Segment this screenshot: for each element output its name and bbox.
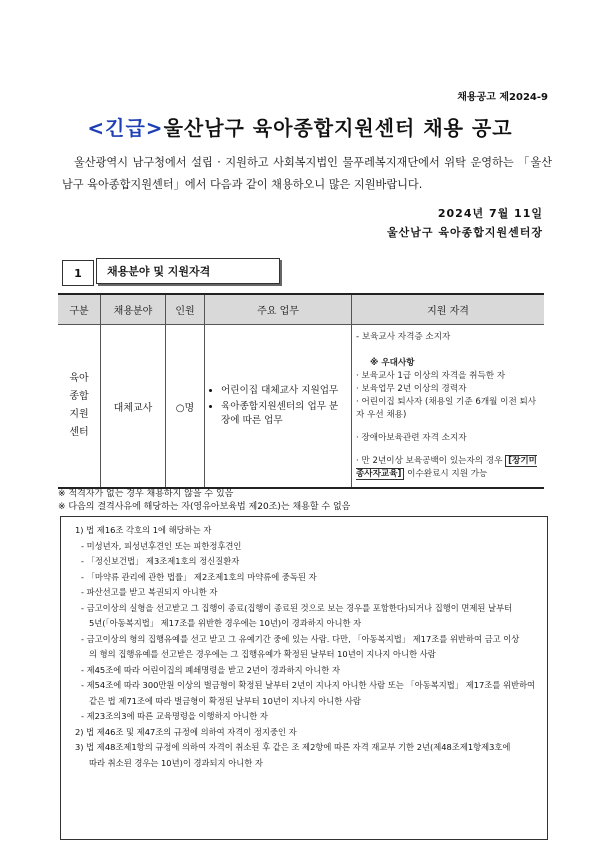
- disq-sub: 의 형의 집행유예를 선고받은 경우에는 그 집행유예가 확정된 날부터 10년이 지나지 아니한 사람: [89, 649, 436, 659]
- intro-text: 울산광역시 남구청에서 설립 · 지원하고 사회복지법인 물푸레복지재단에서 위탁 운영하는 「울산남구 육아종합지원센터」에서 다음과 같이 채용하오니 많은 지원바랍니다.: [62, 156, 552, 191]
- notice-date: 2024년 7월 11일: [437, 207, 543, 220]
- disq-sub: - 제45조에 따라 어린이집의 폐쇄명령을 받고 2년이 경과하지 아니한 자: [81, 664, 340, 675]
- section-number: 1: [62, 260, 94, 286]
- qual-disability: · 장애아보육관련 자격 소지자: [356, 433, 467, 443]
- preference-item: · 보육업무 2년 이상의 경력자: [356, 384, 467, 394]
- header-count: 인원: [166, 294, 205, 325]
- notes: [58, 488, 350, 514]
- disq-sub: - 미성년자, 피성년후견인 또는 피한정후견인: [81, 540, 242, 551]
- disq-sub: - 「정신보건법」 제3조제1호의 정신질환자: [81, 556, 240, 566]
- recruitment-table: [58, 293, 544, 489]
- disq-item-3-cont: 따라 취소된 경우는 10년)이 경과되지 아니한 자: [89, 757, 263, 768]
- duty-item: • 어린이집 대체교사 지원업무: [221, 384, 347, 398]
- qual-leave: [356, 455, 540, 481]
- cell-count: ○명: [166, 325, 205, 489]
- cell-duties: [205, 325, 352, 489]
- disq-item-2: 2) 법 제46조 및 제47조의 규정에 의하여 자격이 정지중인 자: [75, 726, 297, 737]
- disq-item-3: 3) 법 제48조제1항의 규정에 의하여 자격이 취소된 후 같은 조 제2항에 따른 자격 재교부 기한 2년(제48조제1항제3호에: [75, 742, 511, 752]
- intro-paragraph: [62, 152, 552, 196]
- note-item: ※ 다음의 결격사유에 해당하는 자(영유아보육법 제20조)는 채용할 수 없음: [58, 502, 351, 512]
- header-field: 채용분야: [101, 294, 166, 325]
- cell-field: 대체교사: [101, 325, 166, 489]
- qual-leave-prefix: · 만 2년이상 보육공백이 있는자의 경우: [356, 456, 503, 466]
- disq-sub: - 제23조의3에 따른 교육명령을 이행하지 아니한 자: [81, 711, 268, 721]
- disq-sub: - 「마약류 관리에 관한 법률」 제2조제1호의 마약류에 중독된 자: [81, 571, 317, 582]
- division-text: 육아 종합 지원 센터: [69, 373, 89, 438]
- qual-leave-boxed: [장기미종사자교육]: [356, 456, 537, 479]
- preference-item: · 어린이집 퇴사자 (채용일 기준 6개월 이전 퇴사자 우선 채용): [356, 397, 537, 420]
- qual-main: - 보육교사 자격증 소지자: [356, 332, 451, 342]
- preference-item: · 보육교사 1급 이상의 자격을 취득한 자: [356, 371, 506, 381]
- section-title: 채용분야 및 지원자격: [96, 258, 280, 284]
- header-division: 구분: [58, 294, 101, 325]
- page-title: [0, 112, 600, 141]
- header-qualifications: 지원 자격: [352, 294, 545, 325]
- disq-item-1: 1) 법 제16조 각호의 1에 해당하는 자: [75, 525, 212, 535]
- disqualification-box: [60, 516, 548, 840]
- header-duties: 주요 업무: [205, 294, 352, 325]
- disq-sub: - 금고이상의 형의 집행유예를 선고 받고 그 유예기간 중에 있는 사람. 다만, 「아동복지법」 제17조를 위반하여 금고 이상: [81, 633, 520, 644]
- cell-division: [58, 325, 101, 489]
- title-main: 울산남구 육아종합지원센터 채용 공고: [163, 116, 513, 140]
- note-item: ※ 적격자가 없는 경우 채용하지 않을 수 있음: [58, 489, 234, 499]
- issuing-organization: 울산남구 육아종합지원센터장: [387, 226, 543, 239]
- disq-sub: - 제54조에 따라 300만원 이상의 벌금형이 확정된 날부터 2년이 지나지 아니한 사람 또는 「아동복지법」 제17조를 위반하여: [81, 680, 536, 690]
- urgent-tag: <긴급>: [87, 116, 164, 140]
- disq-sub: - 파산선고를 받고 복권되지 아니한 자: [81, 587, 218, 597]
- duty-item: • 육아종합지원센터의 업무 분장에 따른 업무: [221, 400, 347, 428]
- disq-sub: - 금고이상의 실형을 선고받고 그 집행이 종료(집행이 종료된 것으로 보는 경우를 포함한다)되거나 집행이 면제된 날부터: [81, 602, 513, 613]
- disq-sub: 5년(「아동복지법」 제17조를 위반한 경우에는 10년)이 경과하지 아니한 자: [89, 618, 362, 628]
- table-header-row: [58, 294, 544, 325]
- table-row: [58, 325, 544, 489]
- disq-sub: 같은 법 제71조에 따라 벌금형이 확정된 날부터 10년이 지나지 아니한 사람: [89, 695, 361, 706]
- notice-number: 채용공고 제2024-9: [457, 92, 548, 103]
- cell-qualifications: [352, 325, 545, 489]
- qual-leave-suffix: 이수완료시 지원 가능: [407, 469, 488, 479]
- preference-title: ※ 우대사항: [370, 358, 415, 368]
